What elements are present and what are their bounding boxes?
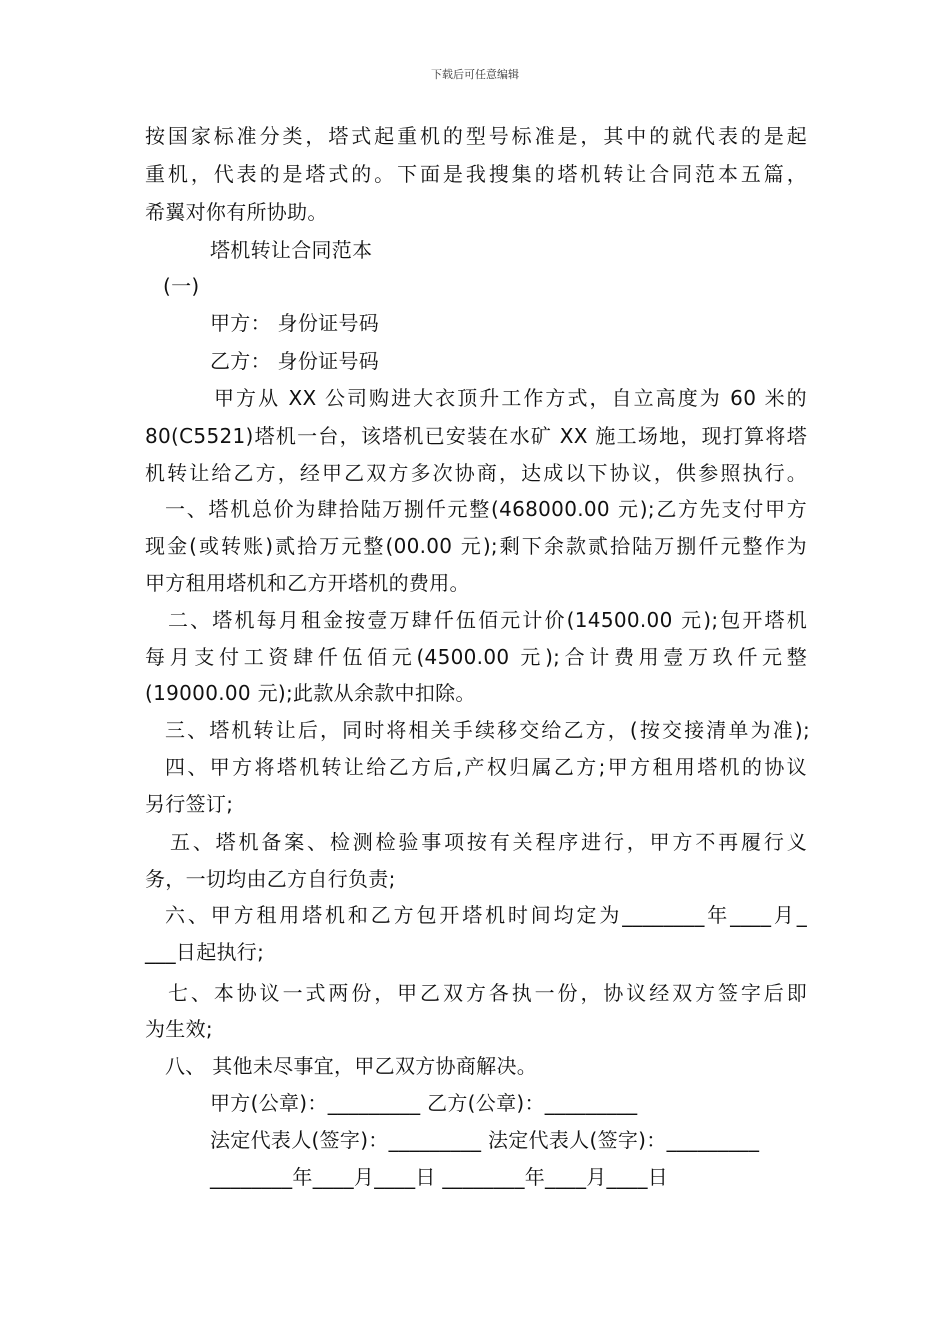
preamble-line-1: 甲方从 XX 公司购进大衣顶升工作方式，自立高度为 60 米的 <box>214 386 807 410</box>
clause-6-line-1: 六、甲方租用塔机和乙方包开塔机时间均定为________年____月_ <box>165 903 807 927</box>
clause-8-line: 八、 其他未尽事宜，甲乙双方协商解决。 <box>165 1054 538 1078</box>
clause-5-line-2: 务，一切均由乙方自行负责; <box>145 867 396 891</box>
clause-3-line: 三、塔机转让后，同时将相关手续移交给乙方，(按交接清单为准); <box>165 718 810 742</box>
clause-7-line-1: 七、本协议一式两份，甲乙双方各执一份，协议经双方签字后即 <box>168 981 807 1005</box>
party-a-line: 甲方： 身份证号码 <box>210 311 380 335</box>
clause-7-line-2: 为生效; <box>145 1017 213 1041</box>
contract-title: 塔机转让合同范本 <box>210 238 373 262</box>
clause-2-line-1: 二、塔机每月租金按壹万肆仟伍佰元计价(14500.00 元);包开塔机 <box>168 608 807 632</box>
preamble-line-2: 80(C5521)塔机一台，该塔机已安装在水矿 XX 施工场地，现打算将塔 <box>145 424 807 448</box>
date-line: ________年____月____日 ________年____月____日 <box>210 1165 669 1189</box>
clause-1-line-2: 现金(或转账)贰拾万元整(00.00 元);剩下余款贰拾陆万捌仟元整作为 <box>145 534 807 558</box>
clause-1-line-1: 一、塔机总价为肆拾陆万捌仟元整(468000.00 元);乙方先支付甲方 <box>165 497 807 521</box>
party-b-line: 乙方： 身份证号码 <box>210 349 380 373</box>
clause-5-line-1: 五、塔机备案、检测检验事项按有关程序进行，甲方不再履行义 <box>170 830 807 854</box>
preamble-line-3: 机转让给乙方，经甲乙双方多次协商，达成以下协议，供参照执行。 <box>145 461 807 485</box>
clause-2-line-2: 每月支付工资肆仟伍佰元(4500.00 元);合计费用壹万玖仟元整 <box>145 645 807 669</box>
page-header: 下载后可任意编辑 <box>431 68 519 81</box>
clause-1-line-3: 甲方租用塔机和乙方开塔机的费用。 <box>145 571 470 595</box>
intro-line-3: 希翼对你有所协助。 <box>145 200 328 224</box>
clause-4-line-2: 另行签订; <box>145 792 234 816</box>
signature-line: 法定代表人(签字)：_________ 法定代表人(签字)：_________ <box>210 1128 760 1152</box>
seal-line: 甲方(公章)：_________ 乙方(公章)：_________ <box>210 1091 638 1115</box>
section-number: (一) <box>163 274 200 298</box>
intro-line-2: 重机，代表的是塔式的。下面是我搜集的塔机转让合同范本五篇， <box>145 162 807 186</box>
clause-2-line-3: (19000.00 元);此款从余款中扣除。 <box>145 681 476 705</box>
intro-line-1: 按国家标准分类，塔式起重机的型号标准是，其中的就代表的是起 <box>145 124 807 148</box>
clause-6-line-2: ___日起执行; <box>145 940 265 964</box>
clause-4-line-1: 四、甲方将塔机转让给乙方后,产权归属乙方;甲方租用塔机的协议 <box>165 755 807 779</box>
